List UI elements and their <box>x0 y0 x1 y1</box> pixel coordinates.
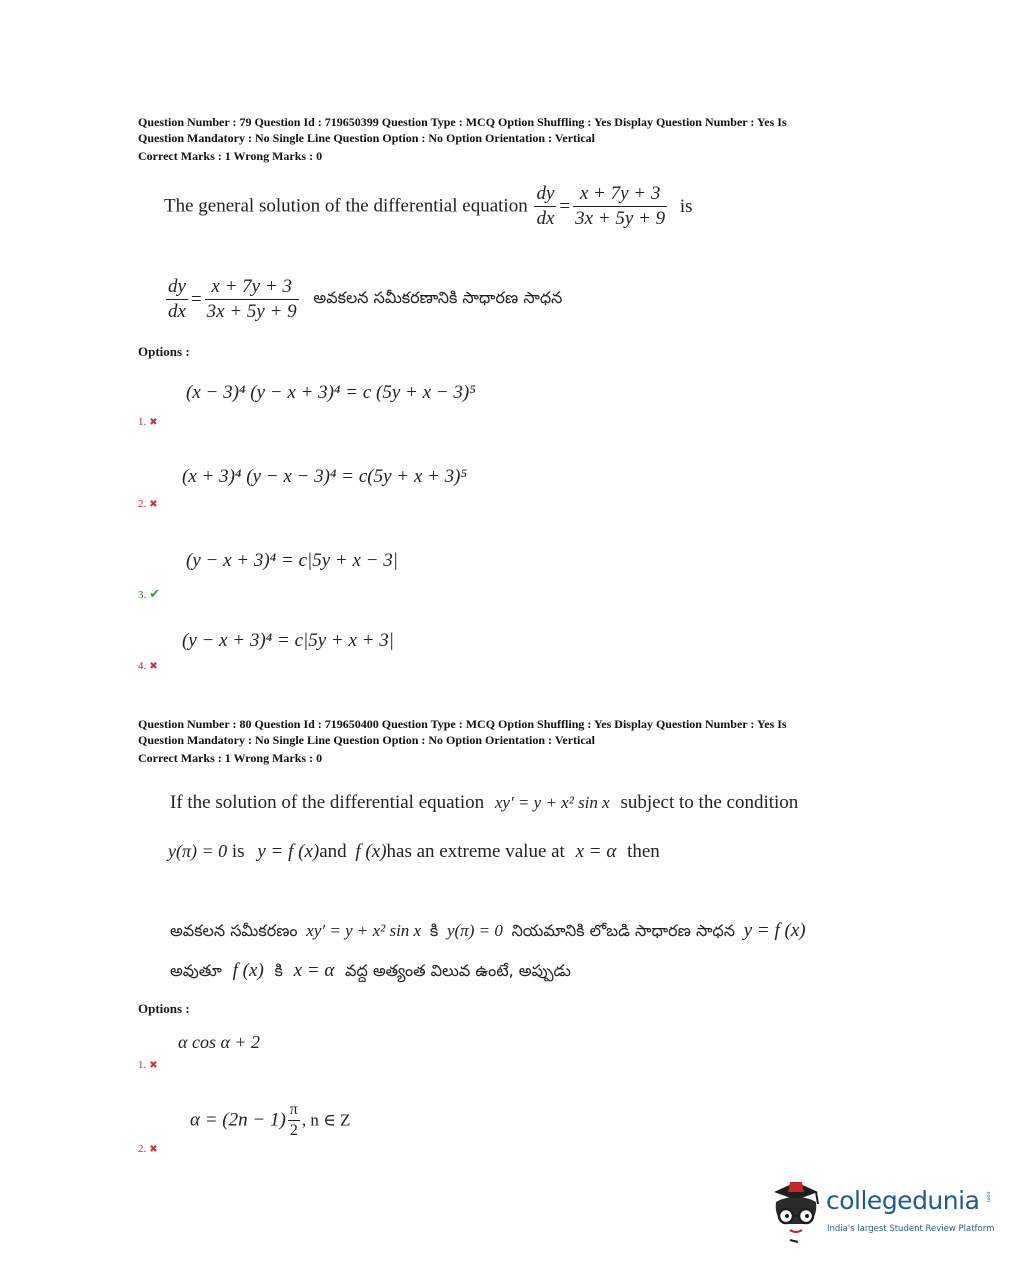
q79-option-3-expr: (y − x + 3)⁴ = c|5y + x − 3| <box>186 550 398 571</box>
q80-option-2[interactable] <box>138 1143 158 1155</box>
q79-meta <box>138 114 787 164</box>
q80-meta-line3: Correct Marks : 1 Wrong Marks : 0 <box>138 751 323 765</box>
cross-icon: ✖ <box>149 417 158 428</box>
q80-option-2-frac <box>288 1100 300 1141</box>
q79-meta-line3: Correct Marks : 1 Wrong Marks : 0 <box>138 149 323 163</box>
q80-options-label: Options : <box>138 1001 190 1016</box>
q80-option-1[interactable] <box>138 1059 158 1071</box>
q79-rhs-den: 3x + 5y + 9 <box>575 208 666 229</box>
q79-option-2[interactable] <box>138 498 158 510</box>
q80-te-equation: xy′ = y + x² sin x <box>306 921 422 940</box>
q79-rhs <box>573 182 667 231</box>
collegedunia-logo <box>766 1178 996 1246</box>
q79-te-dy: dy <box>166 275 188 300</box>
q80-te-ki-2: కి <box>274 961 283 980</box>
q80-option-1-expr: α cos α + 2 <box>178 1032 261 1052</box>
q80-meta-line1: Question Number : 80 Question Id : 719650400 Question Type : MCQ Option Shuffling : Yes Display Question Number : Yes Is <box>138 717 787 731</box>
q79-dydx <box>534 182 556 231</box>
q79-option-2-number: 2. <box>138 498 147 510</box>
q80-option-2-expr-b: , n ∈ Z <box>301 1110 351 1130</box>
cross-icon: ✖ <box>149 1144 158 1155</box>
q80-question-te-line1 <box>170 920 806 944</box>
logo-suffix: .com <box>985 1190 991 1203</box>
q80-en-then: then <box>627 841 660 862</box>
q79-dy: dy <box>534 182 556 207</box>
q79-te-dx: dx <box>168 301 186 322</box>
q80-en-extreme-text: has an extreme value at <box>386 841 565 862</box>
q80-meta <box>138 716 787 766</box>
q80-question-en-line1 <box>170 792 798 814</box>
q79-option-4-number: 4. <box>138 660 147 672</box>
q79-meta-line1: Question Number : 79 Question Id : 719650399 Question Type : MCQ Option Shuffling : Yes Display Question Number : Yes Is <box>138 115 787 129</box>
q80-question-en-line2 <box>168 841 660 863</box>
q80-te-x-alpha: x = α <box>293 960 335 981</box>
q79-te-rhs-num: x + 7y + 3 <box>205 275 299 300</box>
q79-option-1[interactable] <box>138 416 158 428</box>
q80-option-2-expr-a: α = (2n − 1) <box>190 1109 286 1131</box>
q80-te-text-a: అవకలన సమీకరణం <box>170 921 298 940</box>
cross-icon: ✖ <box>149 1060 158 1071</box>
q80-en-and: and <box>319 841 347 862</box>
q80-en-is: is <box>231 841 245 862</box>
q80-te-text-c: నియమానికి లోబడి సాధారణ సాధన <box>511 921 735 940</box>
q79-te-text: అవకలన సమీకరణానికి సాధారణ సాధన <box>313 288 563 307</box>
q80-en-function: y = f (x) <box>257 841 320 862</box>
q79-meta-line2: Question Mandatory : No Single Line Question Option : No Option Orientation : Vertical <box>138 131 596 145</box>
q79-te-rhs <box>205 275 299 324</box>
q80-en-text-a: If the solution of the differential equation <box>170 792 485 813</box>
check-icon: ✔ <box>149 586 161 601</box>
q80-en-x-alpha: x = α <box>575 841 617 862</box>
q80-te-ki: కి <box>429 921 439 940</box>
q79-te-rhs-den: 3x + 5y + 9 <box>206 301 297 322</box>
q80-meta-line2: Question Mandatory : No Single Line Question Option : No Option Orientation : Vertical <box>138 733 596 747</box>
q79-question-te: $\frac{dy}{dx}$ = $\frac{x + 7y + 3}{3x + 5y + 9}$ అవకలన సమీకరణానికి సాధారణ సాధన <box>168 276 563 322</box>
q80-en-equation: xy′ = y + x² sin x <box>494 793 610 812</box>
q80-en-condition: y(π) = 0 <box>168 841 228 861</box>
cross-icon: ✖ <box>149 499 158 510</box>
cross-icon: ✖ <box>149 661 158 672</box>
graduate-mascot-icon <box>766 1178 826 1246</box>
logo-name: collegedunia <box>826 1186 980 1215</box>
q80-te-function: y = f (x) <box>743 920 806 941</box>
q80-option-2-two: 2 <box>289 1122 298 1139</box>
q80-question-te-line2 <box>170 960 571 984</box>
q79-option-3-number: 3. <box>138 589 147 601</box>
q79-option-4[interactable] <box>138 660 158 672</box>
q80-option-2-expr <box>190 1100 350 1141</box>
q79-en-prefix: The general solution of the differential equation <box>164 195 528 217</box>
q79-options-label: Options : <box>138 344 190 359</box>
q79-option-3[interactable] <box>138 586 160 602</box>
q80-option-2-number: 2. <box>138 1143 147 1155</box>
q80-option-1-number: 1. <box>138 1059 147 1071</box>
q80-en-function-2: f (x) <box>355 841 387 862</box>
q80-en-text-b: subject to the condition <box>620 792 799 813</box>
q80-te-avutu: అవుతూ <box>170 961 222 980</box>
q79-option-4-expr: (y − x + 3)⁴ = c|5y + x + 3| <box>182 630 394 651</box>
q80-te-text-end: వద్ద అత్యంత విలువ ఉంటే, అప్పుడు <box>345 961 571 980</box>
q79-rhs-num: x + 7y + 3 <box>573 182 667 207</box>
q79-en-suffix: is <box>679 195 693 217</box>
q80-te-condition: y(π) = 0 <box>446 921 503 940</box>
q79-option-2-expr: (x + 3)⁴ (y − x − 3)⁴ = c(5y + x + 3)⁵ <box>182 466 468 487</box>
q80-te-function-2: f (x) <box>232 960 264 981</box>
logo-tagline: India's largest Student Review Platform <box>827 1224 995 1234</box>
q79-dx: dx <box>536 208 555 229</box>
q79-te-dydx <box>166 275 188 324</box>
q79-question-en: The general solution of the differential equation $\frac{dy}{dx}$ = $\frac{x + 7y + 3}{3x + 5y + 9}$ is <box>164 183 693 229</box>
q79-option-1-number: 1. <box>138 416 147 428</box>
q80-option-2-pi: π <box>288 1100 300 1121</box>
q79-option-1-expr: (x − 3)⁴ (y − x + 3)⁴ = c (5y + x − 3)⁵ <box>186 382 476 403</box>
